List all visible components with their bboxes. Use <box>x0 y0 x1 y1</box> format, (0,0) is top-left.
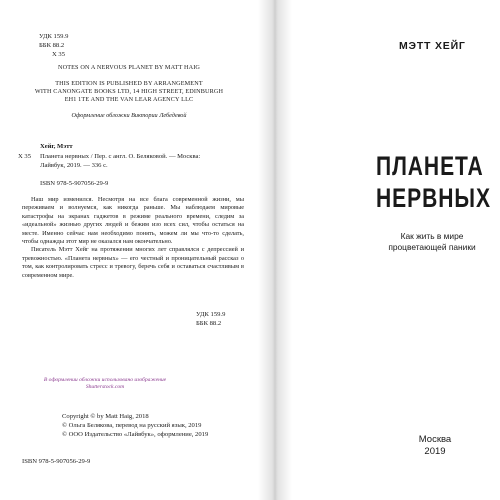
publication-city: Москва <box>418 434 452 445</box>
author-mark-top: Х 35 <box>52 51 66 58</box>
book-title-line-1: ПЛАНЕТА <box>376 151 484 181</box>
cover-design-credit: Оформление обложки Виктории Лебедевой <box>71 112 187 119</box>
udk-code-bottom: УДК 159.9 <box>196 311 226 318</box>
copyright-line-2: © Ольга Белякова, перевод на русский язык, 2019 <box>62 422 202 429</box>
catalog-entry-line-2: Лайвбук, 2019. — 336 с. <box>40 162 108 169</box>
book-title-line-2: НЕРВНЫХ <box>376 183 491 213</box>
subtitle-line-1: Как жить в мире <box>400 231 464 241</box>
title-page <box>292 0 500 500</box>
original-title: NOTES ON A NERVOUS PLANET BY MATT HAIG <box>57 64 201 71</box>
publication-year: 2019 <box>424 445 446 457</box>
book-gutter <box>258 0 292 500</box>
isbn-catalog: ISBN 978-5-907056-29-9 <box>40 180 109 187</box>
subtitle-line-2: процветающей паники <box>388 241 476 252</box>
bbk-code-top: ББК 88.2 <box>39 42 65 49</box>
annotation-paragraph-2: Писатель Мэтт Хейг на протяжении многих лет справлялся с депрессией и тревожностью. «Планета нервных» — его честный и проницательный рассказ о том, как контролировать стресс и тревогу, беречь себя и оставаться счастливым в современном мире. <box>22 246 244 279</box>
isbn-bottom: ISBN 978-5-907056-29-9 <box>22 458 91 465</box>
copyright-line-1: Copyright © by Matt Haig, 2018 <box>62 413 149 420</box>
book-subtitle <box>352 231 500 252</box>
udk-code-top: УДК 159.9 <box>39 33 69 40</box>
annotation-paragraph-1: Наш мир изменился. Несмотря на все блага современной жизни, мы переживаем и волнуемся, как никогда раньше. Мы наблюдаем мировые катастрофы на экранах гаджетов в режиме реального времени, следим за «идеальной» жизнью других людей и бежим изо всех сил, чтобы остаться на месте. Именно сейчас нам необходимо понять, можем ли мы что-то сделать, чтобы однажды этот мир не оказался нам окончательно. <box>22 196 244 246</box>
stock-image-credit-stamp <box>30 377 180 391</box>
bbk-code-bottom: ББК 88.2 <box>196 320 222 327</box>
catalog-entry-line-1: Планета нервных / Пер. с англ. О. Беляковой. — Москва: <box>40 153 201 160</box>
stamp-line-2: Shutterstock.com <box>85 384 125 390</box>
imprint <box>408 434 462 457</box>
annotation <box>22 196 244 280</box>
title-page-author: МЭТТ ХЕЙГ <box>399 40 466 52</box>
copyright-line-3: © ООО Издательство «Лайвбук», оформление, 2019 <box>62 431 209 438</box>
edition-notice-line-1: THIS EDITION IS PUBLISHED BY ARRANGEMENT <box>55 80 203 87</box>
catalog-mark: Х 35 <box>18 153 32 160</box>
edition-notice-line-2: WITH CANONGATE BOOKS LTD, 14 HIGH STREET, EDINBURGH <box>34 88 224 95</box>
stamp-line-1: В оформлении обложки использовано изображение <box>43 377 167 383</box>
edition-notice-line-3: EH1 1TE AND THE VAN LEAR AGENCY LLC <box>64 96 194 103</box>
catalog-author: Хейг, Мэтт <box>40 143 73 150</box>
book-title <box>376 150 491 214</box>
